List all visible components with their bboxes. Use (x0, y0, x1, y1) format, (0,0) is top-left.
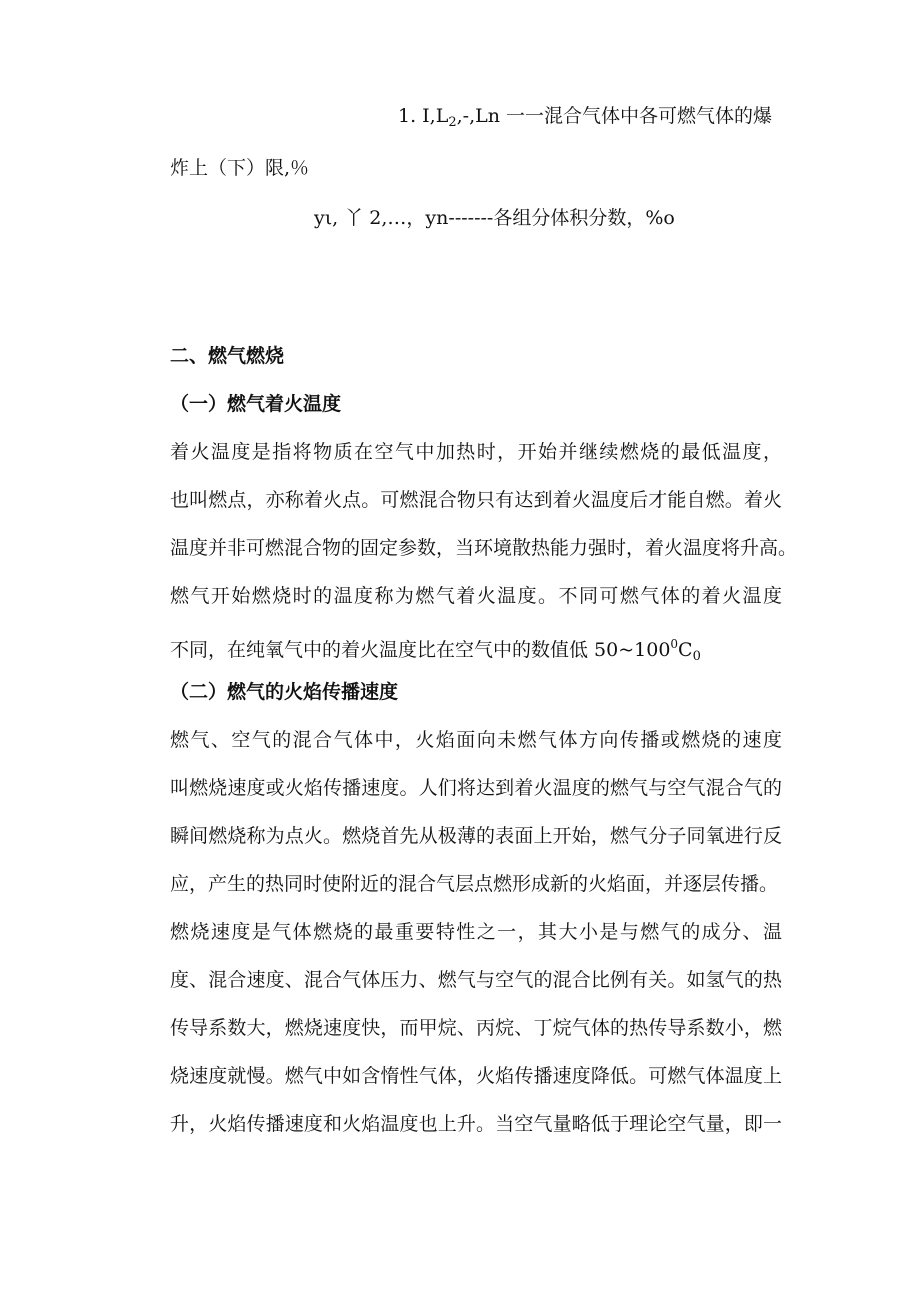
paragraph-line: 也叫燃点，亦称着火点。可燃混合物只有达到着火温度后才能自燃。着火 (170, 489, 782, 511)
paragraph-line: 应，产生的热同时使附近的混合气层点燃形成新的火焰面，并逐层传播。 (170, 873, 779, 895)
formula-note-line-3: yι, 丫 2,…，yn-------各组分体积分数，%o (314, 207, 675, 229)
formula-note-line-1 (398, 104, 772, 135)
formula-note-1a: 1. I,L (398, 105, 449, 127)
paragraph-line: 升，火焰传播速度和火焰温度也上升。当空气量略低于理论空气量，即一 (170, 1113, 782, 1135)
subsection-1-heading: （一）燃气着火温度 (170, 393, 342, 415)
paragraph-line: 瞬间燃烧称为点火。燃烧首先从极薄的表面上开始，燃气分子同氧进行反 (170, 825, 782, 847)
paragraph-line: 燃气开始燃烧时的温度称为燃气着火温度。不同可燃气体的着火温度 (170, 585, 782, 607)
section-heading: 二、燃气燃烧 (170, 345, 285, 367)
paragraph-line: 着火温度是指将物质在空气中加热时，开始并继续燃烧的最低温度， (170, 441, 782, 463)
celsius-text: C (678, 639, 693, 661)
paragraph-line: 叫燃烧速度或火焰传播速度。人们将达到着火温度的燃气与空气混合气的 (170, 777, 782, 799)
degree-superscript: 0 (670, 637, 679, 651)
formula-note-1b: ,-,Ln 一一混合气体中各可燃气体的爆 (456, 105, 773, 127)
subsection-2-heading: （二）燃气的火焰传播速度 (170, 681, 399, 703)
formula-note-line-2: 炸上（下）限,％ (170, 157, 310, 179)
paragraph-line: 燃气、空气的混合气体中，火焰面向未燃气体方向传播或燃烧的速度 (170, 729, 782, 751)
paragraph-line: 烧速度就慢。燃气中如含惰性气体，火焰传播速度降低。可燃气体温度上 (170, 1065, 782, 1087)
temperature-text: 不同，在纯氧气中的着火温度比在空气中的数值低 50~100 (170, 639, 671, 661)
paragraph-line-with-temperature (170, 632, 701, 669)
paragraph-line: 传导系数大，燃烧速度快，而甲烷、丙烷、丁烷气体的热传导系数小，燃 (170, 1017, 782, 1039)
celsius-subscript: 0 (692, 649, 701, 664)
paragraph-line: 度、混合速度、混合气体压力、燃气与空气的混合比例有关。如氢气的热 (170, 969, 782, 991)
paragraph-line: 燃烧速度是气体燃烧的最重要特性之一，其大小是与燃气的成分、温 (170, 921, 782, 943)
paragraph-line: 温度并非可燃混合物的固定参数，当环境散热能力强时，着火温度将升高。 (170, 537, 798, 559)
formula-note-1-subscript: 2 (448, 115, 457, 130)
